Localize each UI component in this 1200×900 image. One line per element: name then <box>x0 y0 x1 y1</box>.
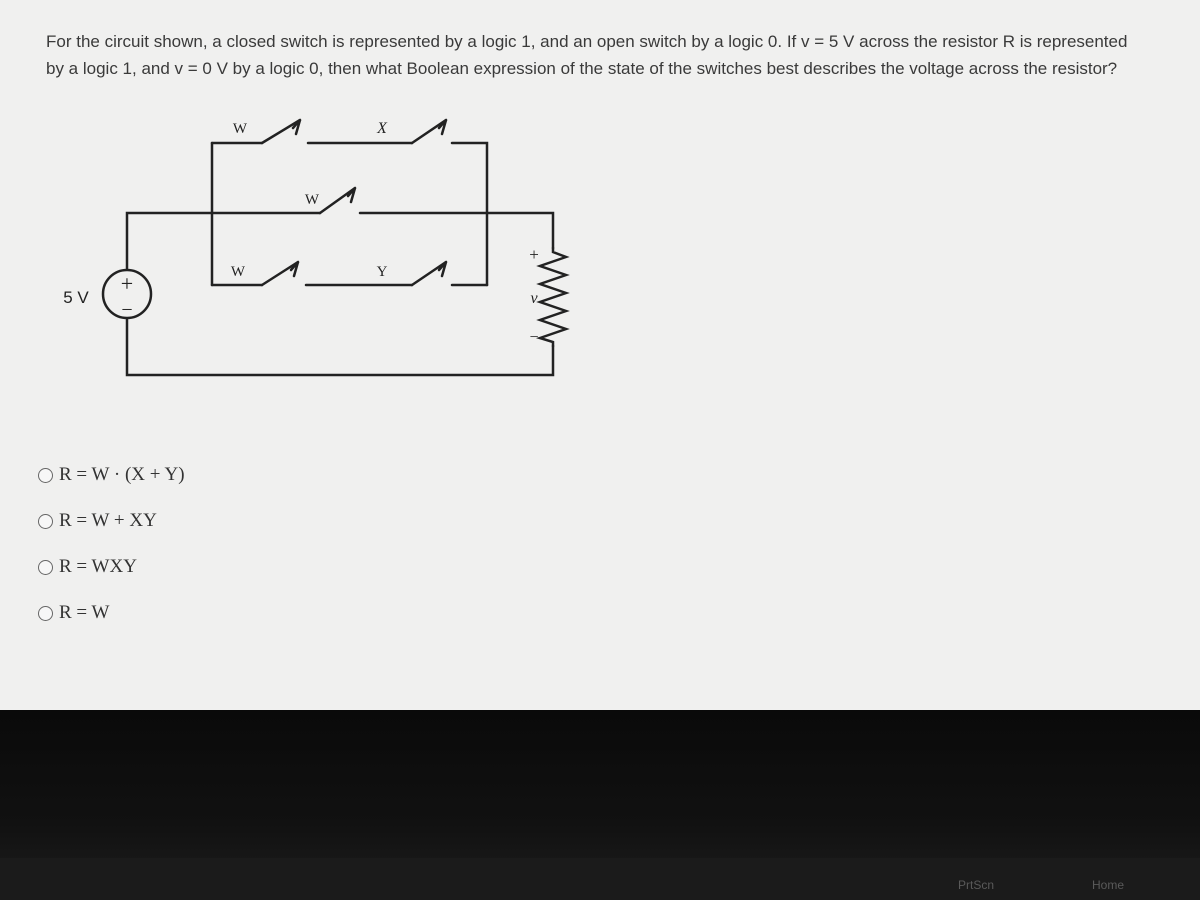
home-key[interactable]: Home <box>1092 878 1125 892</box>
radio-option-2[interactable] <box>38 514 53 529</box>
radio-option-1[interactable] <box>38 468 53 483</box>
question-line-1: For the circuit shown, a closed switch is represented by a logic 1, and an open switch by a logic 0. If v = 5 V across the resistor R is represented <box>46 32 1128 51</box>
option-1-label: R = W · (X + Y) <box>59 464 185 485</box>
wire-bottom <box>127 318 553 375</box>
option-3[interactable] <box>38 544 185 590</box>
prtscn-key[interactable]: PrtScn <box>958 878 995 892</box>
option-2[interactable] <box>38 498 185 544</box>
keyboard-row <box>0 858 1200 900</box>
switch-top-w-blade <box>262 120 300 143</box>
option-1[interactable] <box>38 452 185 498</box>
switch-bottom-y-blade <box>412 262 446 285</box>
switch-top-left-label: W <box>232 121 248 137</box>
option-2-label: R = W + XY <box>59 510 157 531</box>
option-4[interactable] <box>38 590 185 636</box>
circuit-diagram <box>0 0 1200 440</box>
resistor-plus: + <box>529 245 539 264</box>
source-label: 5 V <box>63 288 89 307</box>
question-line-2: by a logic 1, and v = 0 V by a logic 0, then what Boolean expression of the state of the switches best describes the voltage across the resistor? <box>46 59 1118 78</box>
source-minus: − <box>121 299 133 321</box>
switch-middle-w-blade <box>320 188 355 213</box>
source-plus: + <box>120 271 134 296</box>
answer-options <box>38 452 185 636</box>
switch-top-right-label: X <box>377 120 387 137</box>
switch-bottom-w-blade <box>262 262 298 285</box>
resistor-minus: − <box>529 329 539 346</box>
switch-middle-label: W <box>304 192 320 208</box>
switch-bottom-right-label: Y <box>376 264 388 280</box>
wire-left-top <box>127 213 212 270</box>
option-3-label: R = WXY <box>59 556 137 577</box>
radio-option-3[interactable] <box>38 560 53 575</box>
wire-right <box>487 213 553 248</box>
resistor-zigzag <box>540 248 566 346</box>
resistor-v-label: v <box>530 290 538 307</box>
switch-top-x-blade <box>412 120 446 143</box>
option-4-label: R = W <box>59 602 110 623</box>
radio-option-4[interactable] <box>38 606 53 621</box>
switch-bottom-left-label: W <box>230 264 246 280</box>
